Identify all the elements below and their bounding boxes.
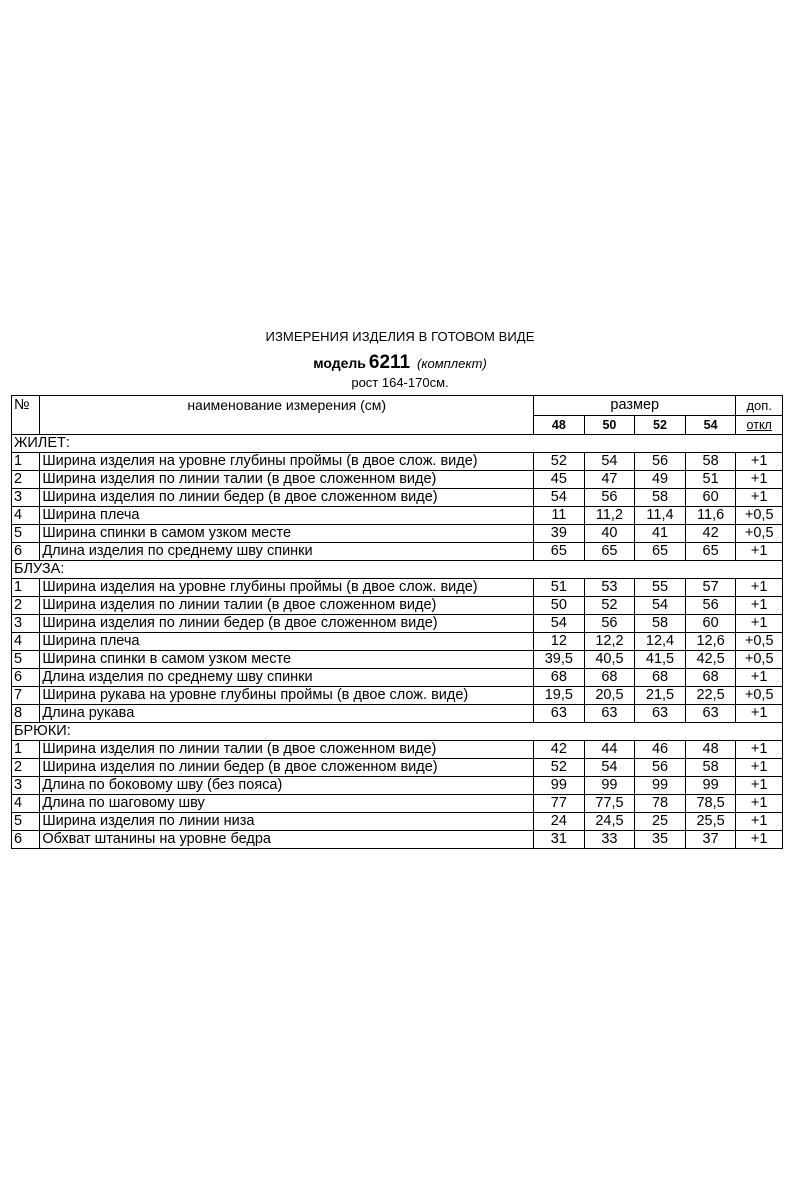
size-value: 58 bbox=[635, 489, 686, 507]
tolerance-value: +1 bbox=[736, 579, 783, 597]
size-value: 68 bbox=[685, 669, 736, 687]
size-value: 56 bbox=[635, 453, 686, 471]
size-value: 56 bbox=[584, 489, 635, 507]
tolerance-value: +0,5 bbox=[736, 507, 783, 525]
measurement-name: Ширина изделия по линии талии (в двое сложенном виде) bbox=[40, 597, 534, 615]
size-value: 52 bbox=[534, 453, 585, 471]
size-value: 12,4 bbox=[635, 633, 686, 651]
model-number: 6211 bbox=[368, 352, 411, 373]
size-value: 25,5 bbox=[685, 813, 736, 831]
row-number: 1 bbox=[12, 741, 40, 759]
size-value: 46 bbox=[635, 741, 686, 759]
table-row bbox=[12, 525, 783, 543]
measurement-name: Длина изделия по среднему шву спинки bbox=[40, 669, 534, 687]
size-value: 33 bbox=[584, 831, 635, 849]
measurement-name: Ширина изделия по линии бедер (в двое сложенном виде) bbox=[40, 759, 534, 777]
tolerance-value: +0,5 bbox=[736, 525, 783, 543]
table-row bbox=[12, 471, 783, 489]
tolerance-value: +1 bbox=[736, 777, 783, 795]
measurement-name: Ширина изделия на уровне глубины проймы (в двое слож. виде) bbox=[40, 579, 534, 597]
row-number: 3 bbox=[12, 777, 40, 795]
size-value: 12,2 bbox=[584, 633, 635, 651]
size-value: 21,5 bbox=[635, 687, 686, 705]
size-header: 50 bbox=[584, 416, 635, 435]
size-value: 54 bbox=[534, 489, 585, 507]
size-value: 68 bbox=[584, 669, 635, 687]
size-value: 60 bbox=[685, 489, 736, 507]
size-value: 39 bbox=[534, 525, 585, 543]
size-value: 39,5 bbox=[534, 651, 585, 669]
row-number: 3 bbox=[12, 615, 40, 633]
tolerance-value: +1 bbox=[736, 453, 783, 471]
size-value: 48 bbox=[685, 741, 736, 759]
size-value: 52 bbox=[584, 597, 635, 615]
measurement-name: Ширина плеча bbox=[40, 633, 534, 651]
tolerance-value: +0,5 bbox=[736, 651, 783, 669]
model-note: (комплект) bbox=[417, 356, 487, 371]
tolerance-value: +1 bbox=[736, 759, 783, 777]
size-value: 58 bbox=[685, 453, 736, 471]
size-value: 58 bbox=[635, 615, 686, 633]
size-value: 37 bbox=[685, 831, 736, 849]
column-header-size: размер bbox=[534, 396, 736, 416]
size-value: 44 bbox=[584, 741, 635, 759]
section-row bbox=[12, 435, 783, 453]
size-value: 54 bbox=[534, 615, 585, 633]
table-row bbox=[12, 741, 783, 759]
table-row bbox=[12, 615, 783, 633]
row-number: 2 bbox=[12, 471, 40, 489]
column-header-tolerance-sub: откл bbox=[736, 416, 783, 435]
size-value: 63 bbox=[534, 705, 585, 723]
size-value: 63 bbox=[584, 705, 635, 723]
table-row bbox=[12, 795, 783, 813]
size-value: 42,5 bbox=[685, 651, 736, 669]
row-number: 5 bbox=[12, 651, 40, 669]
table-row bbox=[12, 489, 783, 507]
column-header-tolerance: доп. bbox=[736, 396, 783, 416]
size-value: 12 bbox=[534, 633, 585, 651]
row-number: 6 bbox=[12, 669, 40, 687]
height-note: рост 164-170см. bbox=[351, 375, 449, 390]
measurement-name: Обхват штанины на уровне бедра bbox=[40, 831, 534, 849]
tolerance-value: +1 bbox=[736, 489, 783, 507]
size-value: 77 bbox=[534, 795, 585, 813]
size-value: 11,6 bbox=[685, 507, 736, 525]
tolerance-value: +1 bbox=[736, 669, 783, 687]
document-title: ИЗМЕРЕНИЯ ИЗДЕЛИЯ В ГОТОВОМ ВИДЕ bbox=[265, 329, 535, 344]
tolerance-value: +1 bbox=[736, 597, 783, 615]
size-value: 65 bbox=[685, 543, 736, 561]
size-value: 99 bbox=[534, 777, 585, 795]
measurement-name: Ширина изделия по линии бедер (в двое сложенном виде) bbox=[40, 489, 534, 507]
section-row bbox=[12, 723, 783, 741]
table-header-row bbox=[12, 396, 783, 416]
size-header: 54 bbox=[685, 416, 736, 435]
table-row bbox=[12, 633, 783, 651]
size-value: 47 bbox=[584, 471, 635, 489]
size-value: 11,2 bbox=[584, 507, 635, 525]
tolerance-value: +1 bbox=[736, 543, 783, 561]
row-number: 2 bbox=[12, 759, 40, 777]
table-row bbox=[12, 777, 783, 795]
measurement-name: Ширина изделия по линии низа bbox=[40, 813, 534, 831]
model-label: модель bbox=[313, 355, 366, 371]
size-value: 24,5 bbox=[584, 813, 635, 831]
size-value: 99 bbox=[584, 777, 635, 795]
section-title: ЖИЛЕТ: bbox=[12, 435, 783, 453]
size-value: 99 bbox=[685, 777, 736, 795]
row-number: 5 bbox=[12, 525, 40, 543]
tolerance-value: +1 bbox=[736, 705, 783, 723]
size-value: 12,6 bbox=[685, 633, 736, 651]
size-header: 52 bbox=[635, 416, 686, 435]
size-value: 40 bbox=[584, 525, 635, 543]
measurement-name: Ширина плеча bbox=[40, 507, 534, 525]
measurement-name: Ширина изделия по линии талии (в двое сложенном виде) bbox=[40, 471, 534, 489]
size-value: 68 bbox=[534, 669, 585, 687]
row-number: 8 bbox=[12, 705, 40, 723]
size-value: 20,5 bbox=[584, 687, 635, 705]
size-value: 63 bbox=[685, 705, 736, 723]
size-value: 25 bbox=[635, 813, 686, 831]
size-value: 24 bbox=[534, 813, 585, 831]
size-value: 56 bbox=[685, 597, 736, 615]
model-line bbox=[0, 352, 800, 374]
table-row bbox=[12, 579, 783, 597]
size-value: 41 bbox=[635, 525, 686, 543]
size-value: 65 bbox=[584, 543, 635, 561]
table-row bbox=[12, 597, 783, 615]
tolerance-value: +1 bbox=[736, 615, 783, 633]
size-value: 54 bbox=[635, 597, 686, 615]
size-value: 53 bbox=[584, 579, 635, 597]
size-value: 42 bbox=[534, 741, 585, 759]
size-header: 48 bbox=[534, 416, 585, 435]
row-number: 6 bbox=[12, 543, 40, 561]
size-value: 58 bbox=[685, 759, 736, 777]
measurements-table bbox=[11, 395, 783, 849]
size-value: 41,5 bbox=[635, 651, 686, 669]
row-number: 1 bbox=[12, 453, 40, 471]
column-header-name: наименование измерения (см) bbox=[40, 396, 534, 435]
size-value: 11 bbox=[534, 507, 585, 525]
row-number: 7 bbox=[12, 687, 40, 705]
table-row bbox=[12, 687, 783, 705]
size-value: 19,5 bbox=[534, 687, 585, 705]
measurement-name: Ширина изделия по линии талии (в двое сложенном виде) bbox=[40, 741, 534, 759]
table-row bbox=[12, 705, 783, 723]
tolerance-value: +1 bbox=[736, 741, 783, 759]
measurement-name: Длина рукава bbox=[40, 705, 534, 723]
size-value: 65 bbox=[635, 543, 686, 561]
size-value: 99 bbox=[635, 777, 686, 795]
size-value: 54 bbox=[584, 759, 635, 777]
size-value: 31 bbox=[534, 831, 585, 849]
row-number: 4 bbox=[12, 507, 40, 525]
row-number: 4 bbox=[12, 633, 40, 651]
table-row bbox=[12, 831, 783, 849]
size-value: 22,5 bbox=[685, 687, 736, 705]
section-row bbox=[12, 561, 783, 579]
table-body bbox=[12, 435, 783, 849]
size-value: 60 bbox=[685, 615, 736, 633]
measurement-name: Ширина спинки в самом узком месте bbox=[40, 651, 534, 669]
tolerance-value: +0,5 bbox=[736, 687, 783, 705]
table-row bbox=[12, 759, 783, 777]
size-value: 77,5 bbox=[584, 795, 635, 813]
row-number: 1 bbox=[12, 579, 40, 597]
tolerance-value: +1 bbox=[736, 813, 783, 831]
table-row bbox=[12, 813, 783, 831]
size-value: 40,5 bbox=[584, 651, 635, 669]
size-value: 35 bbox=[635, 831, 686, 849]
row-number: 4 bbox=[12, 795, 40, 813]
size-value: 56 bbox=[584, 615, 635, 633]
measurement-name: Ширина рукава на уровне глубины проймы (в двое слож. виде) bbox=[40, 687, 534, 705]
measurement-name: Длина изделия по среднему шву спинки bbox=[40, 543, 534, 561]
size-value: 45 bbox=[534, 471, 585, 489]
size-value: 49 bbox=[635, 471, 686, 489]
table-row bbox=[12, 651, 783, 669]
tolerance-value: +0,5 bbox=[736, 633, 783, 651]
size-value: 78 bbox=[635, 795, 686, 813]
size-value: 51 bbox=[685, 471, 736, 489]
size-value: 52 bbox=[534, 759, 585, 777]
row-number: 6 bbox=[12, 831, 40, 849]
size-value: 63 bbox=[635, 705, 686, 723]
section-title: БРЮКИ: bbox=[12, 723, 783, 741]
column-header-number: № bbox=[12, 396, 40, 435]
size-value: 65 bbox=[534, 543, 585, 561]
size-value: 54 bbox=[584, 453, 635, 471]
row-number: 2 bbox=[12, 597, 40, 615]
measurement-name: Ширина изделия по линии бедер (в двое сложенном виде) bbox=[40, 615, 534, 633]
table-row bbox=[12, 507, 783, 525]
table-row bbox=[12, 543, 783, 561]
size-value: 50 bbox=[534, 597, 585, 615]
tolerance-value: +1 bbox=[736, 471, 783, 489]
table-row bbox=[12, 669, 783, 687]
section-title: БЛУЗА: bbox=[12, 561, 783, 579]
size-value: 51 bbox=[534, 579, 585, 597]
measurement-name: Длина по боковому шву (без пояса) bbox=[40, 777, 534, 795]
size-value: 55 bbox=[635, 579, 686, 597]
tolerance-value: +1 bbox=[736, 795, 783, 813]
table-row bbox=[12, 453, 783, 471]
size-value: 78,5 bbox=[685, 795, 736, 813]
row-number: 5 bbox=[12, 813, 40, 831]
tolerance-value: +1 bbox=[736, 831, 783, 849]
measurement-name: Ширина изделия на уровне глубины проймы (в двое слож. виде) bbox=[40, 453, 534, 471]
measurement-name: Ширина спинки в самом узком месте bbox=[40, 525, 534, 543]
size-value: 57 bbox=[685, 579, 736, 597]
size-value: 56 bbox=[635, 759, 686, 777]
size-value: 42 bbox=[685, 525, 736, 543]
size-value: 11,4 bbox=[635, 507, 686, 525]
measurement-name: Длина по шаговому шву bbox=[40, 795, 534, 813]
size-value: 68 bbox=[635, 669, 686, 687]
row-number: 3 bbox=[12, 489, 40, 507]
